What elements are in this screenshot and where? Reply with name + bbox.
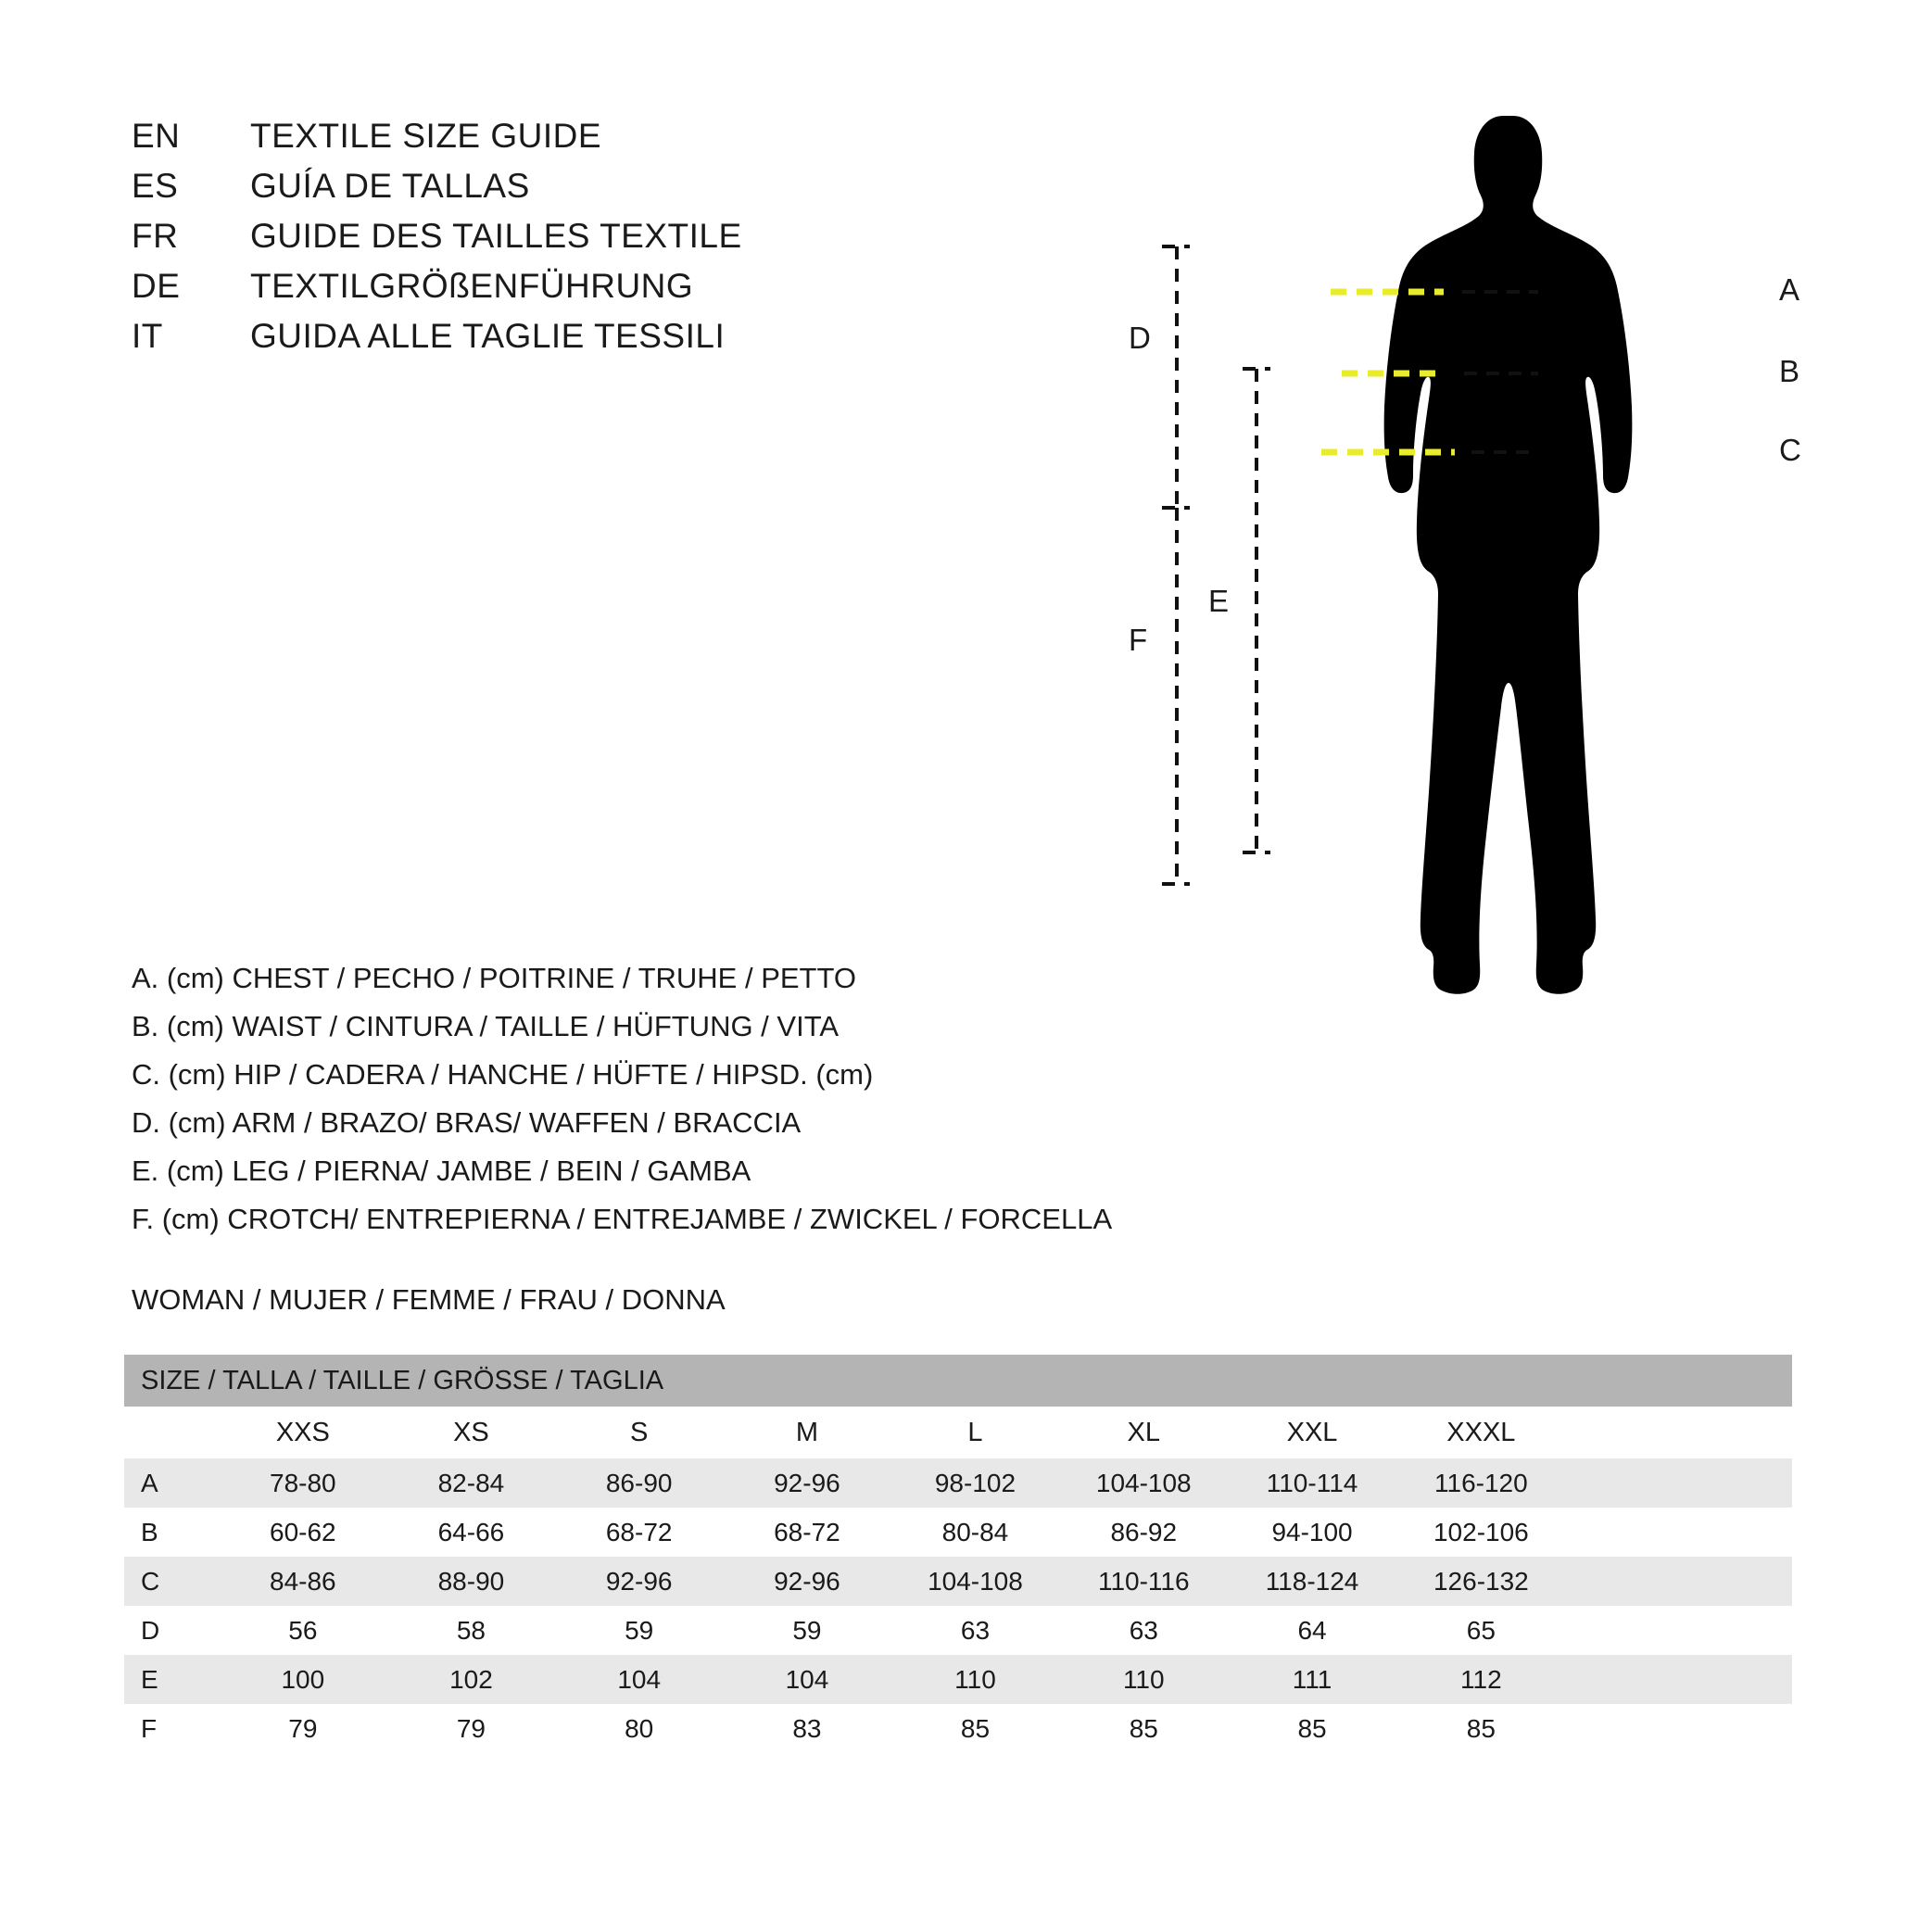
cell-b-s: 68-72 (555, 1508, 723, 1557)
table-row (124, 1655, 1792, 1704)
legend-item-f: F. (cm) CROTCH/ ENTREPIERNA / ENTREJAMBE / ZWICKEL / FORCELLA (132, 1203, 1113, 1235)
woman-silhouette-icon (1384, 116, 1633, 994)
title-lang-code: DE (132, 267, 181, 305)
group-label: WOMAN / MUJER / FEMME / FRAU / DONNA (132, 1283, 726, 1316)
cell-e-l: 110 (891, 1655, 1060, 1704)
row-label-b: B (124, 1508, 219, 1557)
cell-f-m: 83 (723, 1704, 890, 1753)
size-header-m: M (723, 1407, 890, 1458)
cell-f-xxl: 85 (1228, 1704, 1396, 1753)
figure-bracket-d: D (1129, 321, 1151, 355)
table-pad-cell (1566, 1704, 1792, 1753)
cell-c-xxl: 118-124 (1228, 1557, 1396, 1606)
row-label-e: E (124, 1655, 219, 1704)
cell-e-s: 104 (555, 1655, 723, 1704)
table-pad-cell (1566, 1407, 1792, 1458)
cell-c-l: 104-108 (891, 1557, 1060, 1606)
cell-a-m: 92-96 (723, 1458, 890, 1508)
table-pad-cell (1566, 1508, 1792, 1557)
row-label-d: D (124, 1606, 219, 1655)
cell-d-xxl: 64 (1228, 1606, 1396, 1655)
cell-b-xxs: 60-62 (219, 1508, 387, 1557)
figure-marker-c: C (1779, 433, 1801, 467)
size-header-s: S (555, 1407, 723, 1458)
cell-e-xxl: 111 (1228, 1655, 1396, 1704)
cell-d-xl: 63 (1059, 1606, 1228, 1655)
cell-f-xxs: 79 (219, 1704, 387, 1753)
cell-a-xxs: 78-80 (219, 1458, 387, 1508)
cell-d-xxxl: 65 (1396, 1606, 1566, 1655)
size-header-l: L (891, 1407, 1060, 1458)
cell-d-xxs: 56 (219, 1606, 387, 1655)
table-row (124, 1704, 1792, 1753)
title-text: TEXTILGRÖßENFÜHRUNG (250, 267, 694, 305)
cell-d-l: 63 (891, 1606, 1060, 1655)
cell-c-xxxl: 126-132 (1396, 1557, 1566, 1606)
cell-c-xs: 88-90 (387, 1557, 555, 1606)
figure-bracket-f: F (1129, 623, 1148, 657)
table-pad-cell (1566, 1458, 1792, 1508)
cell-a-xs: 82-84 (387, 1458, 555, 1508)
title-lang-code: FR (132, 217, 179, 255)
title-text: TEXTILE SIZE GUIDE (250, 117, 602, 155)
cell-b-xxl: 94-100 (1228, 1508, 1396, 1557)
cell-f-xl: 85 (1059, 1704, 1228, 1753)
size-header-xl: XL (1059, 1407, 1228, 1458)
title-lang-code: EN (132, 117, 181, 155)
cell-d-xs: 58 (387, 1606, 555, 1655)
title-block (132, 117, 966, 367)
cell-b-xs: 64-66 (387, 1508, 555, 1557)
table-pad-cell (1566, 1655, 1792, 1704)
figure-marker-b: B (1779, 354, 1800, 388)
cell-b-xl: 86-92 (1059, 1508, 1228, 1557)
cell-e-m: 104 (723, 1655, 890, 1704)
title-row (132, 267, 966, 317)
cell-b-l: 80-84 (891, 1508, 1060, 1557)
figure-marker-a: A (1779, 272, 1800, 307)
size-header-xxs: XXS (219, 1407, 387, 1458)
cell-e-xxxl: 112 (1396, 1655, 1566, 1704)
legend-item-d: D. (cm) ARM / BRAZO/ BRAS/ WAFFEN / BRACCIA (132, 1106, 802, 1139)
figure-bracket-e: E (1208, 584, 1230, 618)
title-row (132, 117, 966, 167)
cell-d-s: 59 (555, 1606, 723, 1655)
table-size-header-row (124, 1407, 1792, 1458)
legend-item-c: C. (cm) HIP / CADERA / HANCHE / HÜFTE / HIPSD. (cm) (132, 1058, 874, 1091)
cell-f-l: 85 (891, 1704, 1060, 1753)
table-header-label: SIZE / TALLA / TAILLE / GRÖSSE / TAGLIA (124, 1355, 1792, 1407)
table-row (124, 1508, 1792, 1557)
cell-e-xxs: 100 (219, 1655, 387, 1704)
size-header-xxl: XXL (1228, 1407, 1396, 1458)
title-row (132, 317, 966, 367)
table-row (124, 1557, 1792, 1606)
title-text: GUÍA DE TALLAS (250, 167, 530, 205)
cell-f-xs: 79 (387, 1704, 555, 1753)
size-header-xxxl: XXXL (1396, 1407, 1566, 1458)
cell-a-xxxl: 116-120 (1396, 1458, 1566, 1508)
cell-e-xl: 110 (1059, 1655, 1228, 1704)
cell-a-xl: 104-108 (1059, 1458, 1228, 1508)
title-row (132, 167, 966, 217)
cell-a-s: 86-90 (555, 1458, 723, 1508)
legend-item-b: B. (cm) WAIST / CINTURA / TAILLE / HÜFTUNG / VITA (132, 1010, 840, 1042)
title-lang-code: IT (132, 317, 163, 355)
legend-block (132, 954, 1197, 1243)
title-text: GUIDA ALLE TAGLIE TESSILI (250, 317, 726, 355)
cell-b-xxxl: 102-106 (1396, 1508, 1566, 1557)
row-label-c: C (124, 1557, 219, 1606)
cell-c-s: 92-96 (555, 1557, 723, 1606)
cell-c-xl: 110-116 (1059, 1557, 1228, 1606)
table-row (124, 1606, 1792, 1655)
row-label-a: A (124, 1458, 219, 1508)
measurement-figure (1129, 74, 1909, 1186)
cell-f-xxxl: 85 (1396, 1704, 1566, 1753)
title-lang-code: ES (132, 167, 179, 205)
row-label-f: F (124, 1704, 219, 1753)
size-table (124, 1355, 1792, 1753)
table-pad-cell (1566, 1606, 1792, 1655)
cell-e-xs: 102 (387, 1655, 555, 1704)
cell-a-l: 98-102 (891, 1458, 1060, 1508)
cell-c-m: 92-96 (723, 1557, 890, 1606)
table-header-bar (124, 1355, 1792, 1407)
cell-a-xxl: 110-114 (1228, 1458, 1396, 1508)
table-row (124, 1458, 1792, 1508)
cell-b-m: 68-72 (723, 1508, 890, 1557)
figure-svg (1149, 74, 1909, 1186)
cell-d-m: 59 (723, 1606, 890, 1655)
table-pad-cell (1566, 1557, 1792, 1606)
cell-c-xxs: 84-86 (219, 1557, 387, 1606)
legend-item-e: E. (cm) LEG / PIERNA/ JAMBE / BEIN / GAMBA (132, 1155, 751, 1187)
corner-cell (124, 1407, 219, 1458)
title-text: GUIDE DES TAILLES TEXTILE (250, 217, 742, 255)
title-row (132, 217, 966, 267)
size-header-xs: XS (387, 1407, 555, 1458)
cell-f-s: 80 (555, 1704, 723, 1753)
legend-item-a: A. (cm) CHEST / PECHO / POITRINE / TRUHE / PETTO (132, 962, 856, 994)
